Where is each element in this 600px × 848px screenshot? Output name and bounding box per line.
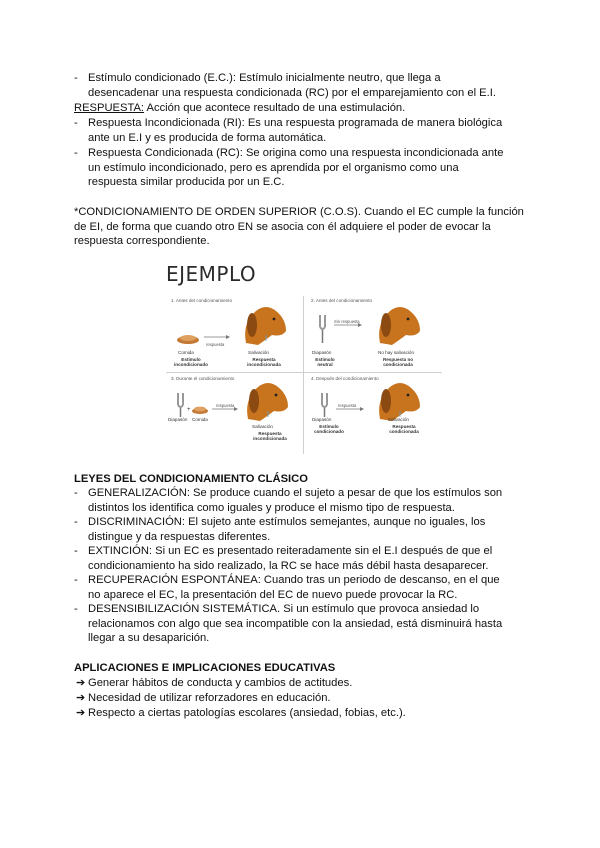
dog-ear-icon [381,313,391,337]
item-line: EXTINCIÓN: Si un EC es presentado reiteradamente sin el E.I después de que el [88,545,493,557]
cos-paragraph [74,205,529,249]
item-line: DISCRIMINACIÓN: El sujeto ante estímulos semejantes, aunque no iguales, los [88,516,486,528]
aplicaciones-heading: APLICACIONES E IMPLICACIONES EDUCATIVAS [74,662,336,674]
figure-divider-h [166,372,442,373]
figure-title: EJEMPLO [166,262,257,286]
rc-line-3: respuesta similar producida por un E.C. [88,176,285,189]
aplicaciones-item-text: Necesidad de utilizar reforzadores en educación. [88,692,331,704]
panel-title: 3. Durante el condicionamiento [171,376,235,381]
rc-list-item [74,146,528,190]
stimulus-label: Diapasón [168,417,188,422]
ec-line-1: Estímulo condicionado (E.C.): Estímulo inicialmente neutro, que llega a [88,72,441,84]
item-line: GENERALIZACIÓN: Se produce cuando el sujeto a pesar de que los estímulos son [88,487,503,499]
arrow-bullet-icon: ➔ [76,692,86,704]
response-type: Respuesta no condicionada [382,357,414,367]
cos-line-3: respuesta correspondiente. [74,235,210,248]
ec-line-2: desencadenar una respuesta condicionada (RC) por el emparejamiento con el E.I. [88,86,496,99]
dog-eye-icon [273,318,276,321]
item-line: relacionamos con algo que sea incompatible con la ansiedad, está disminuirá hasta [88,617,503,630]
panel-4-illustration [308,375,438,451]
figure-divider-v [303,296,304,454]
aplicaciones-item [76,676,353,691]
panel-title: 2. Antes del condicionamiento [311,298,373,303]
bullet-dash: - [74,117,78,129]
leyes-item-extincion [74,544,528,573]
arrow-bullet-icon: ➔ [76,677,86,689]
cos-line-2: de EI, de forma que cuando otro EN se asocia con él adquiere el poder de evocar la [74,220,491,233]
panel-before-1 [168,297,298,371]
bullet-dash: - [74,574,78,586]
item-line: RECUPERACIÓN ESPONTÁNEA: Cuando tras un periodo de descanso, en el que [88,574,500,586]
bullet-dash: - [74,487,78,499]
item-line: llegar a su desaparición. [88,632,210,645]
stimulus-label: Diapasón [312,417,332,422]
leyes-item-generalizacion [74,486,528,515]
aplicaciones-item-text: Generar hábitos de conducta y cambios de actitudes. [88,677,353,689]
arrow-bullet-icon: ➔ [76,707,86,719]
stimulus-label: Diapasón [312,350,332,355]
response-label: Salivación [388,417,409,422]
stimulus-type: Estímulo condicionado [314,424,344,434]
arrow-label: respuesta [216,403,235,408]
panel-title: 1. Antes del condicionamiento [171,298,233,303]
response-type: Respuesta incondicionada [247,357,281,367]
arrow-head-icon [360,407,364,411]
response-label: Salivación [248,350,269,355]
panel-before-2 [308,297,438,371]
dog-ear-icon [381,389,391,413]
svg-text:+: + [187,407,191,413]
dog-eye-icon [407,318,410,321]
ri-list-item [74,116,528,145]
dog-ear-icon [249,389,259,413]
rc-line-2: un estímulo incondicionado, pero es aprendida por el organismo como una [88,161,459,174]
item-line: no aparece el EC, la presentación del EC de nuevo puede provocar la RC. [88,588,458,601]
aplicaciones-item [76,691,331,706]
arrow-label: respuesta [338,403,357,408]
respuesta-definition [74,101,405,116]
item-line: distintos los identifica como iguales y produce el mismo tipo de respuesta. [88,501,455,514]
stimulus-type: Estímulo incondicionado [174,357,208,367]
item-line: condicionamiento ha sido realizado, la RC se hace más débil hasta desaparecer. [88,559,489,572]
leyes-item-discriminacion [74,515,528,544]
respuesta-text: Acción que acontece resultado de una estimulación. [144,102,406,114]
ri-line-2: ante un E.I y es producida de forma automática. [88,131,327,144]
aplicaciones-item-text: Respecto a ciertas patologías escolares (ansiedad, fobias, etc.). [88,707,406,719]
dog-ear-icon [247,313,257,337]
panel-title: 4. Después del condicionamiento [311,376,379,381]
bullet-dash: - [74,603,78,615]
response-label: No hay salivación [378,350,415,355]
response-type: Respuesta incondicionada [253,431,287,441]
stimulus-type: Estímulo neutral [315,357,335,367]
stimulus-2-label: Comida [192,417,208,422]
leyes-item-recuperacion [74,573,528,602]
aplicaciones-item [76,706,406,721]
bullet-dash: - [74,147,78,159]
stimulus-label: Comida [178,350,194,355]
dog-eye-icon [407,394,410,397]
bullet-dash: - [74,72,78,84]
item-line: DESENSIBILIZACIÓN SISTEMÁTICA. Si un estímulo que provoca ansiedad lo [88,603,480,615]
ec-list-item [74,71,528,100]
leyes-heading: LEYES DEL CONDICIONAMIENTO CLÁSICO [74,473,308,485]
cos-line-1: *CONDICIONAMIENTO DE ORDEN SUPERIOR (C.O.S). Cuando el EC cumple la función [74,206,524,218]
rc-line-1: Respuesta Condicionada (RC): Se origina como una respuesta incondicionada ante [88,147,504,159]
response-type: Respuesta condicionada [389,424,419,434]
bullet-dash: - [74,545,78,557]
arrow-label: respuesta [206,342,225,347]
bullet-dash: - [74,516,78,528]
panel-during [168,375,298,449]
ri-line-1: Respuesta Incondicionada (RI): Es una respuesta programada de manera biológica [88,117,503,129]
arrow-head-icon [226,335,230,339]
arrow-head-icon [234,407,238,411]
response-label: Salivación [252,424,273,429]
panel-after [308,375,438,449]
food-icon [194,407,206,412]
conditioning-figure [166,262,442,454]
leyes-item-desensibilizacion [74,602,528,646]
arrow-label: Sin respuesta [334,319,360,324]
dog-eye-icon [275,394,278,397]
food-icon [180,335,196,341]
respuesta-label: RESPUESTA: [74,102,145,114]
item-line: distingue y da respuestas diferentes. [88,530,271,543]
